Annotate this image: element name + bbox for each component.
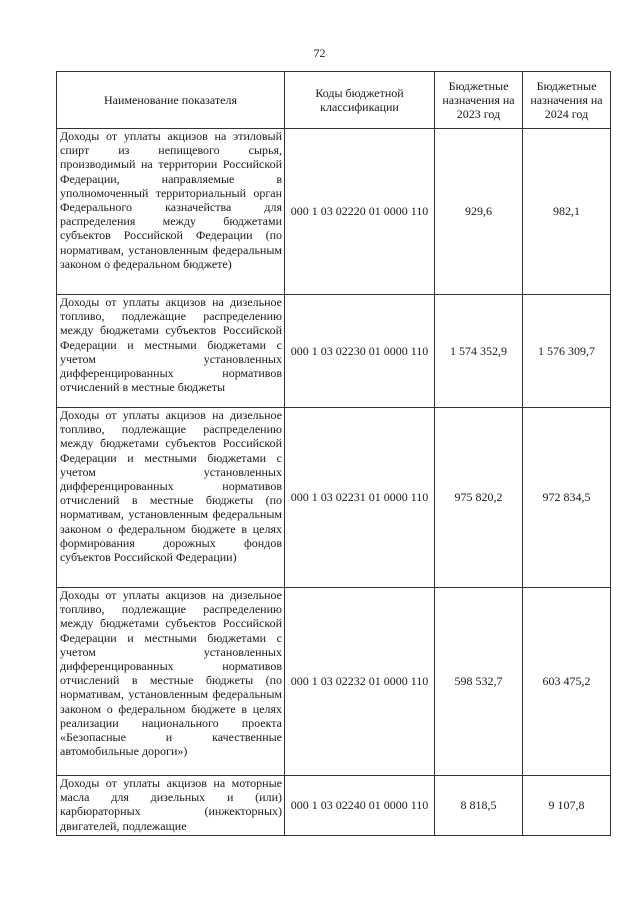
budget-2023-cell: 929,6 [435, 129, 523, 295]
indicator-name-cell: Доходы от уплаты акцизов на этиловый спирт из непищевого сырья, производимый на территории Российской Федерации, направляемые в уполномоченный территориальный орган Федерального казначейства для распределения между бюджетами субъектов Российской Федерации (по нормативам, установленным федеральным законом о федеральном бюджете) [57, 129, 285, 295]
header-budget-code: Коды бюджетной классификации [285, 72, 435, 129]
budget-2023-cell: 598 532,7 [435, 588, 523, 776]
budget-2023-cell: 1 574 352,9 [435, 295, 523, 408]
page-number: 72 [313, 46, 326, 60]
budget-2024-cell: 1 576 309,7 [523, 295, 611, 408]
table-row [57, 776, 611, 836]
budget-2024-cell: 972 834,5 [523, 408, 611, 588]
table-row [57, 129, 611, 295]
table-row [57, 588, 611, 776]
budget-code-cell: 000 1 03 02232 01 0000 110 [285, 588, 435, 776]
header-budget-2023: Бюджетные назначения на 2023 год [435, 72, 523, 129]
budget-2024-cell: 603 475,2 [523, 588, 611, 776]
indicator-name-cell: Доходы от уплаты акцизов на дизельное топливо, подлежащие распределению между бюджетами субъектов Российской Федерации и местными бюджетами с учетом установленных дифференцированных нормативов отчислений в местные бюджеты (по нормативам, установленным федеральным законом о федеральном бюджете в целях реализации национального проекта «Безопасные и качественные автомобильные дороги») [57, 588, 285, 776]
indicator-name-cell: Доходы от уплаты акцизов на дизельное топливо, подлежащие распределению между бюджетами субъектов Российской Федерации и местными бюджетами с учетом установленных дифференцированных нормативов отчислений в местные бюджеты (по нормативам, установленным федеральным законом о федеральном бюджете в целях формирования дорожных фондов субъектов Российской Федерации) [57, 408, 285, 588]
budget-code-cell: 000 1 03 02220 01 0000 110 [285, 129, 435, 295]
table-row [57, 408, 611, 588]
table-header-row [57, 72, 611, 129]
table-row [57, 295, 611, 408]
budget-code-cell: 000 1 03 02231 01 0000 110 [285, 408, 435, 588]
budget-2024-cell: 9 107,8 [523, 776, 611, 836]
budget-code-cell: 000 1 03 02230 01 0000 110 [285, 295, 435, 408]
budget-2023-cell: 975 820,2 [435, 408, 523, 588]
indicator-name-cell: Доходы от уплаты акцизов на дизельное топливо, подлежащие распределению между бюджетами субъектов Российской Федерации и местными бюджетами с учетом установленных дифференцированных нормативов отчислений в местные бюджеты [57, 295, 285, 408]
budget-code-cell: 000 1 03 02240 01 0000 110 [285, 776, 435, 836]
budget-2023-cell: 8 818,5 [435, 776, 523, 836]
header-indicator-name: Наименование показателя [57, 72, 285, 129]
indicator-name-cell: Доходы от уплаты акцизов на моторные масла для дизельных и (или) карбюраторных (инжекторных) двигателей, подлежащие [57, 776, 285, 836]
budget-2024-cell: 982,1 [523, 129, 611, 295]
header-budget-2024: Бюджетные назначения на 2024 год [523, 72, 611, 129]
budget-table [56, 71, 611, 836]
